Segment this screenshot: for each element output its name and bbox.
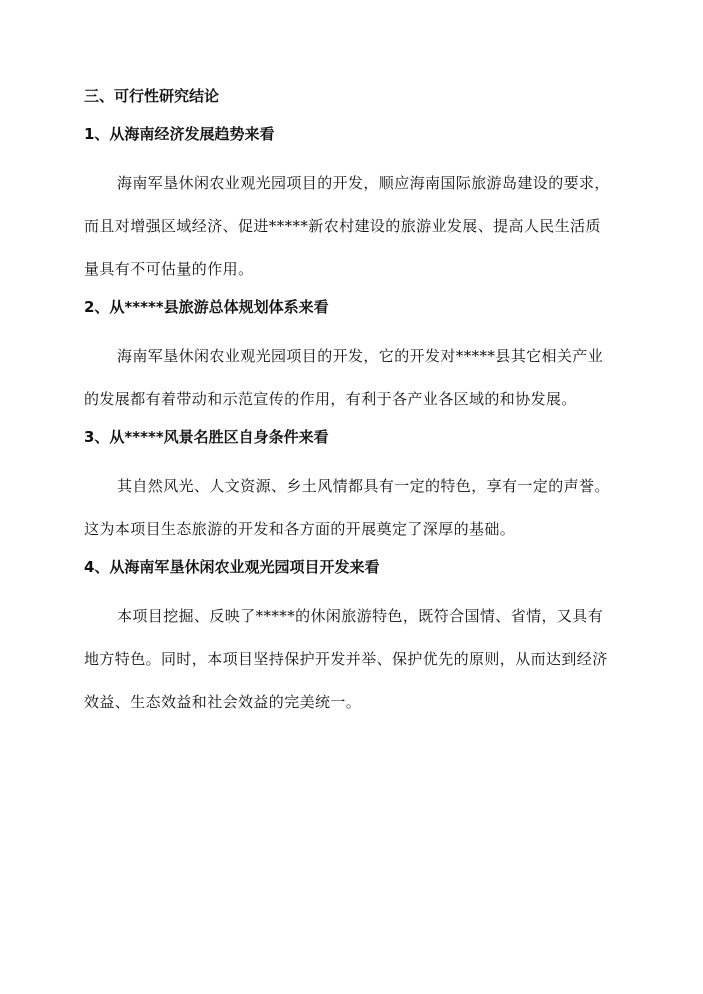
section-title-4: 4、从海南军垦休闲农业观光园项目开发来看 xyxy=(84,558,380,576)
chapter-heading: 三、可行性研究结论 xyxy=(84,87,220,105)
section-paragraph-2: 海南军垦休闲农业观光园项目的开发，它的开发对*****县其它相关产业的发展都有着带动和示范宣传的作用，有利于各产业各区域的和协发展。 xyxy=(84,347,604,408)
section-title-1: 1、从海南经济发展趋势来看 xyxy=(84,125,275,143)
document-body xyxy=(84,84,612,728)
section-paragraph-1: 海南军垦休闲农业观光园项目的开发，顺应海南国际旅游岛建设的要求，而且对增强区域经济、促进*****新农村建设的旅游业发展、提高人民生活质量具有不可估量的作用。 xyxy=(84,174,610,278)
section-paragraph-3: 其自然风光、人文资源、乡土风情都具有一定的特色，享有一定的声誉。这为本项目生态旅游的开发和各方面的开展奠定了深厚的基础。 xyxy=(84,477,610,538)
section-paragraph-4: 本项目挖掘、反映了*****的休闲旅游特色，既符合国情、省情，又具有地方特色。同时，本项目坚持保护开发并举、保护优先的原则，从而达到经济效益、生态效益和社会效益的完美统一。 xyxy=(84,607,608,711)
section-title-3: 3、从*****风景名胜区自身条件来看 xyxy=(84,428,329,446)
section-title-2: 2、从*****县旅游总体规划体系来看 xyxy=(84,298,329,316)
